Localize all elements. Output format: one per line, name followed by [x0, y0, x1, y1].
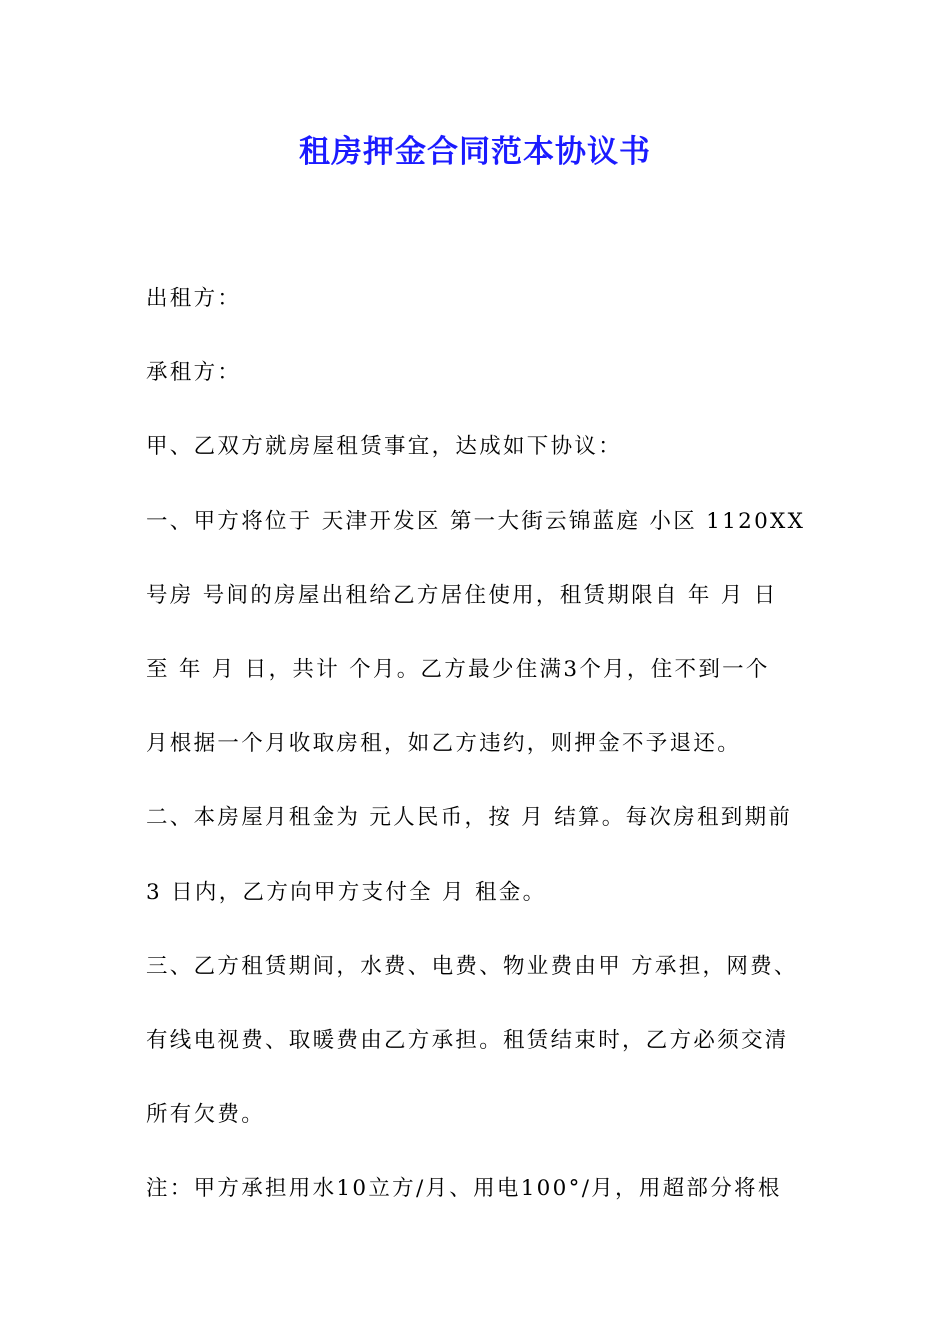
clause-1-line-3: 至 年 月 日，共计 个月。乙方最少住满3个月，住不到一个 [146, 656, 770, 682]
clause-1-line-4: 月根据一个月收取房租，如乙方违约，则押金不予退还。 [146, 731, 742, 757]
clause-3-line-1: 三、乙方租赁期间，水费、电费、物业费由甲 方承担，网费、 [146, 953, 798, 979]
document-body [146, 262, 814, 1226]
clause-1-line-1: 一、甲方将位于 天津开发区 第一大街云锦蓝庭 小区 1120XX [146, 508, 806, 534]
agreement-intro-line: 甲、乙双方就房屋租赁事宜，达成如下协议： [146, 434, 623, 460]
note-line-1: 注：甲方承担用水10立方/月、用电100°/月，用超部分将根 [146, 1176, 782, 1202]
lessee-line: 承租方： [146, 360, 242, 386]
clause-2-line-2: 3 日内，乙方向甲方支付全 月 租金。 [146, 879, 547, 905]
document-title: 租房押金合同范本协议书 [299, 134, 651, 170]
clause-3-line-3: 所有欠费。 [146, 1102, 266, 1128]
clause-3-line-2: 有线电视费、取暖费由乙方承担。租赁结束时，乙方必须交清 [146, 1027, 789, 1053]
lessor-line: 出租方： [146, 286, 242, 311]
clause-1-line-2: 号房 号间的房屋出租给乙方居住使用，租赁期限自 年 月 日 [146, 582, 778, 608]
clause-2-line-1: 二、本房屋月租金为 元人民币，按 月 结算。每次房租到期前 [146, 805, 793, 831]
